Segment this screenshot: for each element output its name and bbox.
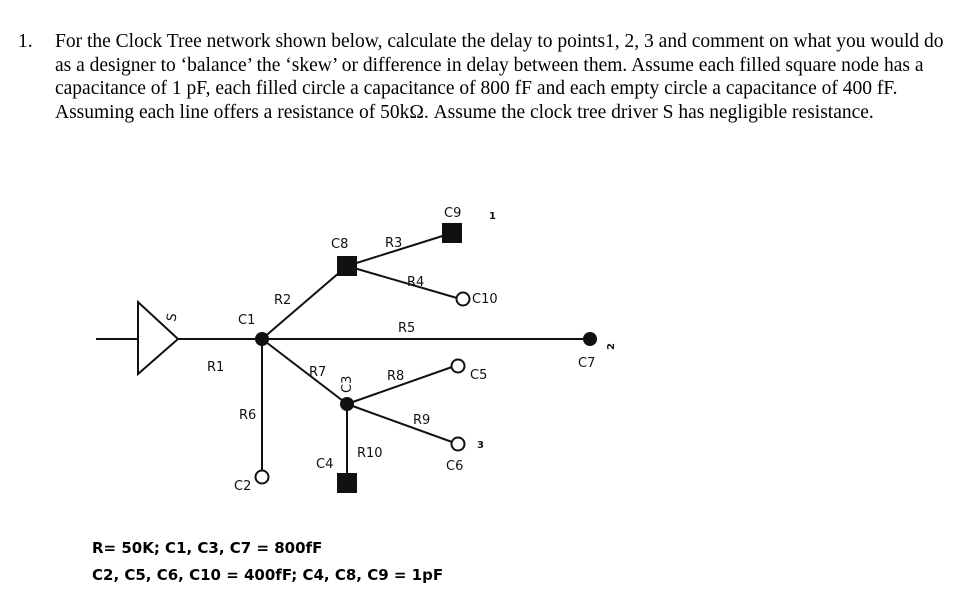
- label-c1: C1: [238, 313, 256, 328]
- node-c1: [255, 332, 269, 346]
- wire-r7: [262, 339, 347, 404]
- label-c5: C5: [470, 368, 488, 383]
- label-r7: R7: [309, 365, 327, 380]
- driver-label: S: [164, 312, 181, 323]
- label-r8: R8: [387, 369, 405, 384]
- label-c6: C6: [446, 459, 464, 474]
- label-point-3: 3: [477, 440, 484, 451]
- label-c2: C2: [234, 479, 252, 494]
- node-c9: [442, 223, 462, 243]
- wire-r4: [347, 266, 457, 298]
- node-c3: [340, 397, 354, 411]
- legend-line-2: C2, C5, C6, C10 = 400fF; C4, C8, C9 = 1pF: [92, 566, 444, 584]
- label-r6: R6: [239, 408, 257, 423]
- label-c3: C3: [340, 375, 355, 393]
- label-c7: C7: [578, 356, 596, 371]
- label-r10: R10: [357, 446, 383, 461]
- label-r4: R4: [407, 275, 425, 290]
- label-c8: C8: [331, 237, 349, 252]
- node-c6: [452, 438, 465, 451]
- label-r2: R2: [274, 293, 292, 308]
- label-r3: R3: [385, 236, 403, 251]
- node-c8: [337, 256, 357, 276]
- label-r1: R1: [207, 360, 225, 375]
- label-r5: R5: [398, 321, 416, 336]
- question-number: 1.: [18, 31, 33, 52]
- label-r9: R9: [413, 413, 431, 428]
- node-c7: [583, 332, 597, 346]
- label-c4: C4: [316, 457, 334, 472]
- label-c9: C9: [444, 206, 462, 221]
- node-c4: [337, 473, 357, 493]
- wire-r9: [347, 404, 452, 442]
- label-point-2: 2: [606, 343, 617, 350]
- label-c10: C10: [472, 292, 498, 307]
- node-c10: [457, 293, 470, 306]
- legend-line-1: R= 50K; C1, C3, C7 = 800fF: [92, 539, 323, 557]
- node-c2: [256, 471, 269, 484]
- question-text: For the Clock Tree network shown below, calculate the delay to points1, 2, 3 and comment on what you would do as a designer to ‘balance’ the ‘skew’ or difference in delay between them. Assume each filled square node has a capacitance of 1 pF, each filled circle a capacitance of 800 fF and each empty circle a capacitance of 400 fF. Assuming each line offers a resistance of 50kΩ. Assume the clock tree driver S has negligible resistance.: [55, 31, 944, 123]
- node-c5: [452, 360, 465, 373]
- label-point-1: 1: [489, 211, 496, 222]
